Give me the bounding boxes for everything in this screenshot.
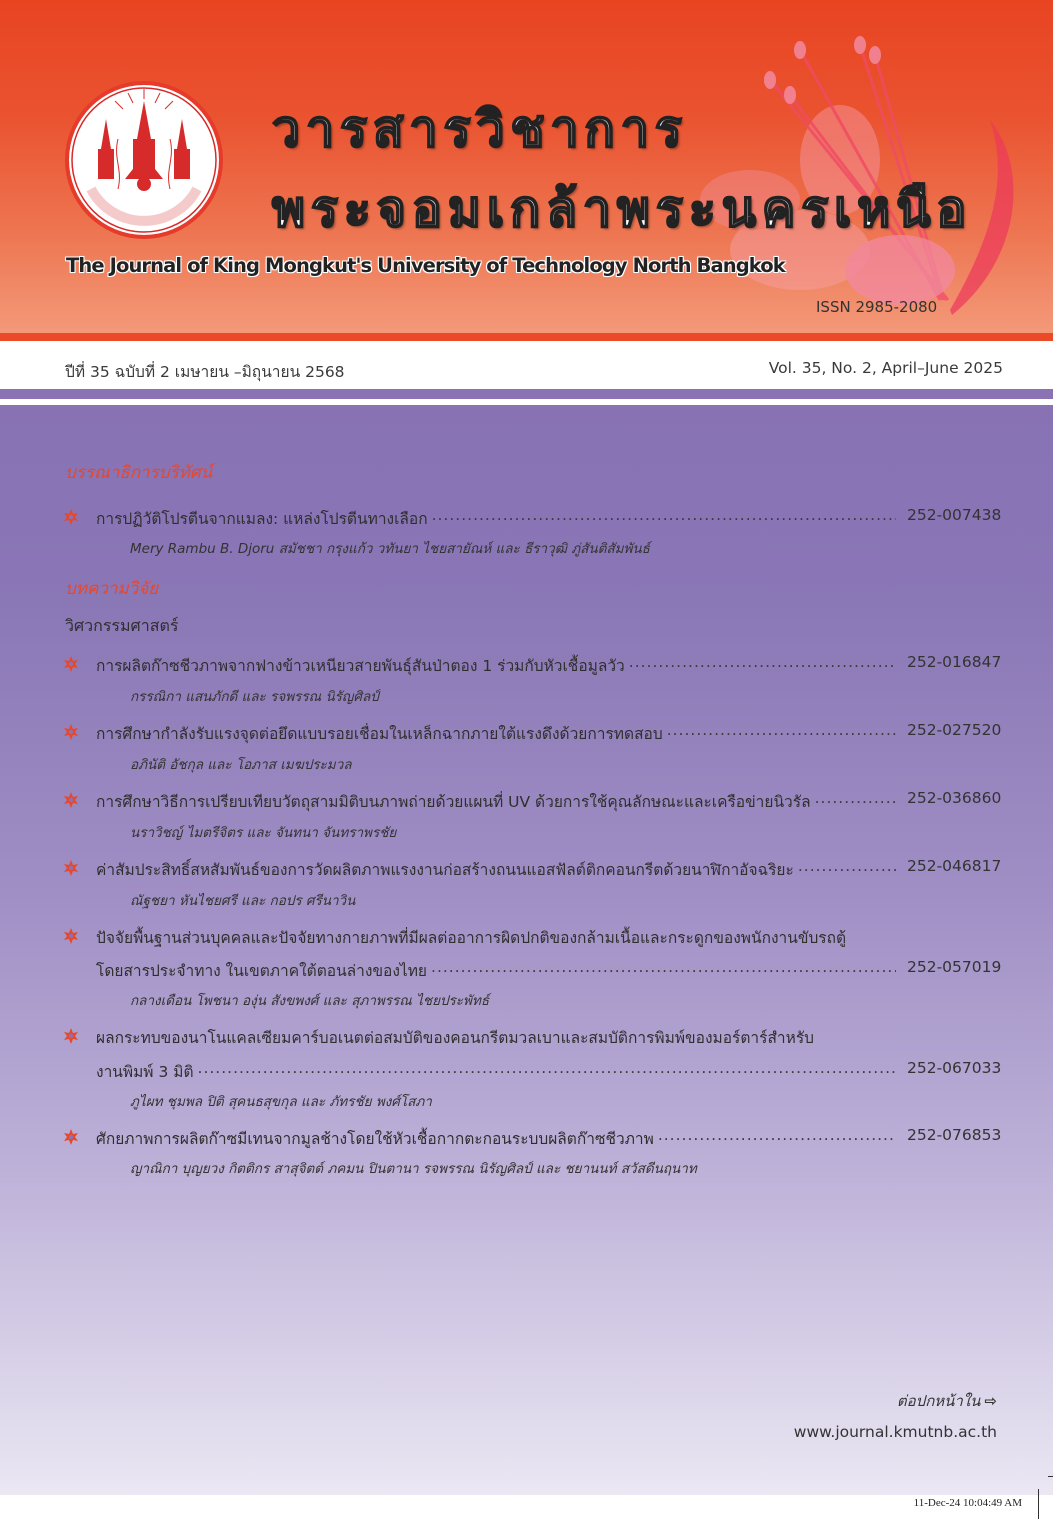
issue-info-english: Vol. 35, No. 2, April–June 2025 [768, 359, 1003, 377]
flower-bullet-icon [63, 724, 79, 740]
leader-dots [629, 653, 896, 678]
entry-page-id: 252-067033 [907, 1059, 1002, 1077]
crop-mark [1048, 1476, 1053, 1477]
entry-authors: กรรณิกา แสนภักดี และ รจพรรณ นิรัญศิลป์ [130, 689, 379, 705]
leader-dots [798, 857, 896, 882]
entry-page-id: 252-036860 [907, 789, 1002, 807]
issue-info-thai: ปีที่ 35 ฉบับที่ 2 เมษายน –มิถุนายน 2568 [65, 363, 345, 381]
flower-bullet-icon [63, 928, 79, 944]
cover-header [0, 0, 1053, 336]
entry-authors: กลางเดือน โพชนา องุ่น สังขพงศ์ และ สุภาพรรณ ไชยประพัทธ์ [130, 993, 490, 1009]
continue-label: ต่อปกหน้าใน [896, 1392, 981, 1410]
entry-title: การปฏิวัติโปรตีนจากแมลง: แหล่งโปรตีนทางเลือก [96, 510, 428, 528]
entry-title: ศักยภาพการผลิตก๊าซมีเทนจากมูลช้างโดยใช้หัวเชื้อกากตะกอนระบบผลิตก๊าซชีวภาพ [96, 1130, 654, 1148]
entry-title-row[interactable] [96, 1025, 896, 1050]
entry-page-id: 252-076853 [907, 1126, 1002, 1144]
leader-dots [198, 1059, 896, 1084]
print-timestamp: 11-Dec-24 10:04:49 AM [913, 1497, 1022, 1509]
entry-title-row-continued[interactable] [96, 1059, 896, 1084]
section-heading-research: บทความวิจัย [65, 579, 159, 599]
entry-title-row[interactable] [96, 653, 896, 678]
flower-bullet-icon [63, 656, 79, 672]
entry-authors: ณัฐชยา หันไชยศรี และ กอปร ศรีนาวิน [130, 893, 356, 909]
entry-title-row-continued[interactable] [96, 958, 896, 983]
entry-title-row[interactable] [96, 1126, 896, 1151]
thai-journal-title-line1: วารสารวิชาการ [272, 100, 688, 158]
flower-bullet-icon [63, 1129, 79, 1145]
entry-title-row[interactable] [96, 857, 896, 882]
crop-mark [1038, 1489, 1039, 1519]
university-seal-icon [63, 79, 225, 241]
entry-page-id: 252-027520 [907, 721, 1002, 739]
flower-bullet-icon [63, 509, 79, 525]
entry-page-id: 252-016847 [907, 653, 1002, 671]
entry-title: การศึกษากำลังรับแรงจุดต่อยึดแบบรอยเชื่อมในเหล็กฉากภายใต้แรงดึงด้วยการทดสอบ [96, 725, 663, 743]
leader-dots [431, 958, 896, 983]
entry-title-line1: ปัจจัยพื้นฐานส่วนบุคคลและปัจจัยทางกายภาพที่มีผลต่ออาการผิดปกติของกล้ามเนื้อและกระดูกของพนักงานขับรถตู้ [96, 929, 847, 947]
entry-authors: Mery Rambu B. Djoru สมัชชา กรุงแก้ว วทันยา ไชยสายัณห์ และ ธีราวุฒิ ภู่สันติสัมพันธ์ [130, 541, 650, 557]
purple-divider [0, 389, 1053, 399]
entry-title-line2: งานพิมพ์ 3 มิติ [96, 1063, 194, 1081]
entry-authors: ภูไผท ชุมพล ปิติ สุคนธสุขกุล และ ภัทรชัย พงศ์โสภา [130, 1094, 432, 1110]
flower-bullet-icon [63, 860, 79, 876]
english-journal-title: The Journal of King Mongkut's University of Technology North Bangkok [66, 254, 785, 277]
entry-page-id: 252-007438 [907, 506, 1002, 524]
table-of-contents [0, 405, 1053, 1495]
leader-dots [667, 721, 896, 746]
entry-authors: ญาณิกา บุญยวง กิตติกร สาสุจิตต์ ภคมน ปินตานา รจพรรณ นิรัญศิลป์ และ ชยานนท์ สวัสดีนฤนาท [130, 1161, 697, 1177]
leader-dots [815, 789, 896, 814]
entry-title-row[interactable] [96, 925, 896, 950]
continue-inside-cover-note [897, 1389, 997, 1413]
flower-bullet-icon [63, 792, 79, 808]
entry-title: การศึกษาวิธีการเปรียบเทียบวัตถุสามมิติบนภาพถ่ายด้วยแผนที่ UV ด้วยการใช้คุณลักษณะและเครือข่ายนิวรัล [96, 793, 811, 811]
journal-website-link[interactable]: www.journal.kmutnb.ac.th [793, 1423, 997, 1441]
issn-label: ISSN 2985-2080 [816, 298, 938, 316]
entry-title: การผลิตก๊าซชีวภาพจากฟางข้าวเหนียวสายพันธุ์สันป่าตอง 1 ร่วมกับหัวเชื้อมูลวัว [96, 657, 625, 675]
leader-dots [658, 1126, 896, 1151]
arrow-right-icon: ⇨ [984, 1392, 997, 1410]
flower-bullet-icon [63, 1028, 79, 1044]
thai-journal-title-line2: พระจอมเกล้าพระนครเหนือ [272, 180, 973, 238]
entry-title-line1: ผลกระทบของนาโนแคลเซียมคาร์บอเนตต่อสมบัติของคอนกรีตมวลเบาและสมบัติการพิมพ์ของมอร์ตาร์สำหรับ [96, 1029, 815, 1047]
leader-dots [432, 506, 896, 531]
entry-title-row[interactable] [96, 789, 896, 814]
section-heading-editorial: บรรณาธิการบริทัศน์ [65, 463, 213, 483]
entry-page-id: 252-057019 [907, 958, 1002, 976]
header-divider [0, 333, 1053, 341]
subsection-heading-engineering: วิศวกรรมศาสตร์ [65, 616, 179, 635]
entry-authors: นราวิชญ์ ไมตรีจิตร และ จันทนา จันทราพรชัย [130, 825, 397, 841]
entry-title-row[interactable] [96, 721, 896, 746]
entry-title: ค่าสัมประสิทธิ์สหสัมพันธ์ของการวัดผลิตภาพแรงงานก่อสร้างถนนแอสฟัลต์ติกคอนกรีตด้วยนาฬิกาอัจฉริยะ [96, 861, 794, 879]
entry-title-row[interactable] [96, 506, 896, 531]
entry-title-line2: โดยสารประจำทาง ในเขตภาคใต้ตอนล่างของไทย [96, 962, 428, 980]
entry-page-id: 252-046817 [907, 857, 1002, 875]
entry-authors: อภินัติ อัชกุล และ โอภาส เมฆประมวล [130, 757, 352, 773]
